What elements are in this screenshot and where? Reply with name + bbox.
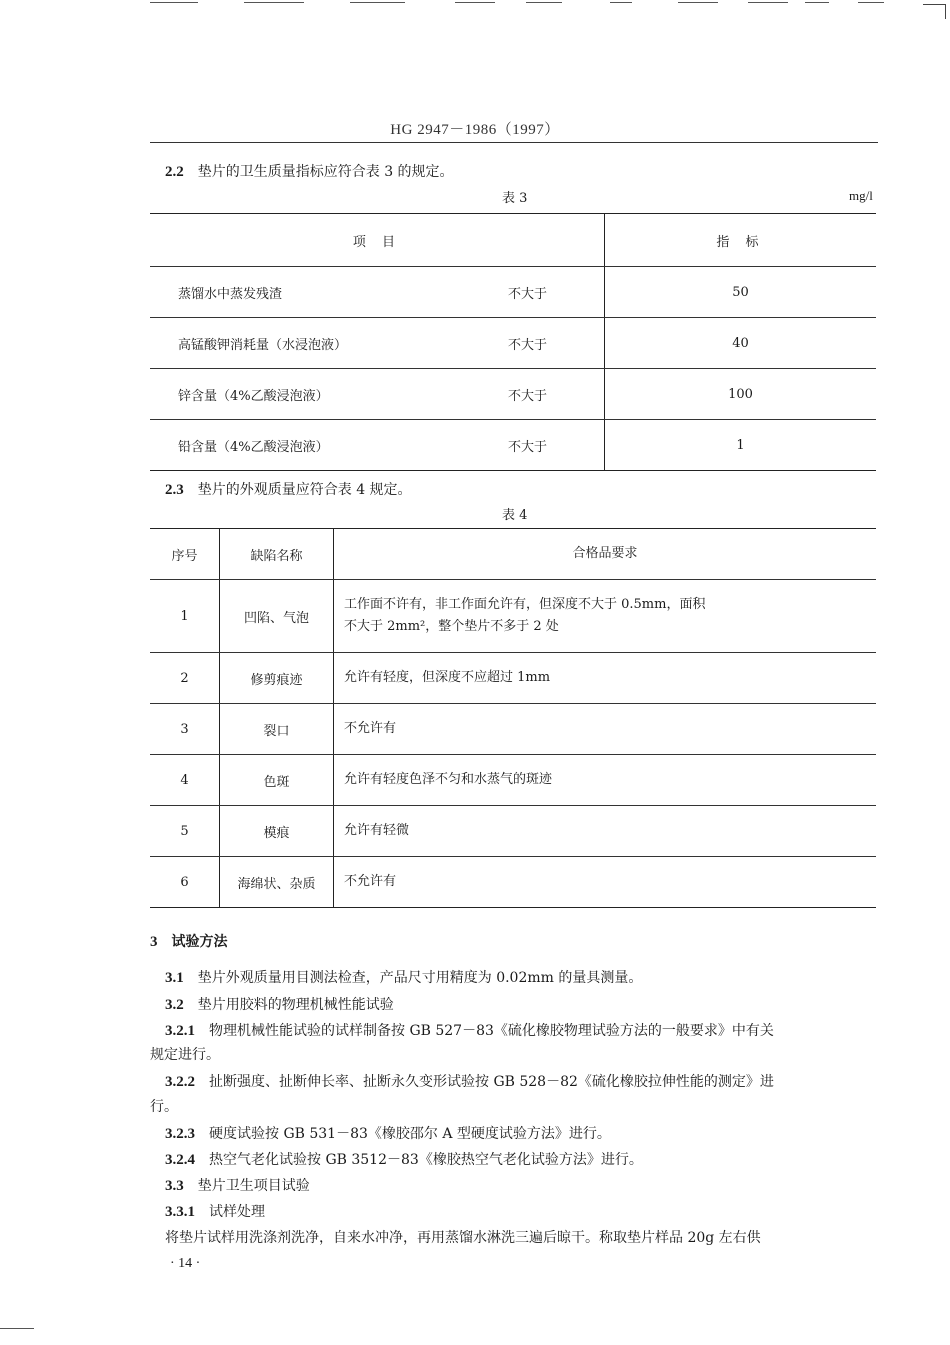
page-header-standard-code: HG 2947－1986（1997）: [390, 122, 560, 138]
clause-2-3: [165, 480, 412, 500]
clause-2-2: [165, 162, 454, 182]
row-item: 高锰酸钾消耗量（水浸泡液）: [150, 318, 508, 369]
scan-edge-marks: [0, 0, 950, 6]
table-row: [150, 653, 876, 704]
row-no: 3: [150, 704, 220, 755]
row-no: 1: [150, 580, 220, 653]
clause-text: 硬度试验按 GB 531－83《橡胶邵尔 A 型硬度试验方法》进行。: [209, 1126, 611, 1142]
row-name: 凹陷、气泡: [220, 580, 334, 653]
row-req: 不允许有: [334, 704, 877, 755]
row-value: 1: [605, 420, 877, 471]
section-number: 3: [150, 934, 158, 950]
clause-number: 3.2.4: [165, 1152, 195, 1168]
scan-bottom-mark: [0, 1328, 34, 1329]
clause-3-2-2: [165, 1072, 774, 1092]
page-number: · 14 ·: [170, 1256, 201, 1271]
section-title: 试验方法: [171, 934, 228, 950]
clause-3-2-3: [165, 1124, 611, 1144]
row-req-line-2: 不大于 2mm²，整个垫片不多于 2 处: [344, 619, 559, 634]
row-req: 允许有轻度，但深度不应超过 1mm: [334, 653, 877, 704]
clause-number: 3.3.1: [165, 1204, 195, 1220]
clause-3-2-1-continued: 规定进行。: [150, 1047, 220, 1063]
table-row: [150, 580, 876, 653]
table4-caption: 表 4: [502, 508, 528, 523]
table-4: [150, 528, 876, 908]
table-row: [150, 755, 876, 806]
header-value: 指 标: [605, 214, 877, 267]
clause-3-2-4: [165, 1150, 643, 1170]
row-req: 不允许有: [344, 874, 397, 889]
clause-3-3: [165, 1176, 310, 1196]
table-header-row: [150, 529, 876, 580]
table-header-row: [150, 214, 876, 267]
clause-text: 垫片用胶料的物理机械性能试验: [197, 997, 394, 1013]
clause-3-2-2-continued: 行。: [150, 1099, 178, 1115]
row-item: 铅含量（4%乙酸浸泡液）: [178, 439, 329, 455]
table-row: [150, 420, 876, 471]
scan-corner-mark: [923, 4, 946, 19]
clause-number: 3.2.2: [165, 1074, 195, 1090]
clause-number: 2.2: [165, 164, 184, 180]
table-row: [150, 369, 876, 420]
clause-text: 热空气老化试验按 GB 3512－83《橡胶热空气老化试验方法》进行。: [209, 1152, 643, 1168]
clause-number: 3.2.1: [165, 1023, 195, 1039]
row-condition: 不大于: [508, 267, 605, 318]
clause-3-2: [165, 995, 394, 1015]
row-name: 海绵状、杂质: [220, 857, 334, 908]
row-item: 蒸馏水中蒸发残渣: [150, 267, 508, 318]
clause-number: 3.2.3: [165, 1126, 195, 1142]
clause-number: 3.2: [165, 997, 184, 1013]
row-req: 允许有轻度色泽不匀和水蒸气的斑迹: [334, 755, 877, 806]
row-name: 裂口: [220, 704, 334, 755]
clause-text-line-1: 扯断强度、扯断伸长率、扯断永久变形试验按 GB 528－82《硫化橡胶拉伸性能的测定》进: [209, 1074, 774, 1090]
row-name: 色斑: [220, 755, 334, 806]
row-value: 40: [605, 318, 877, 369]
row-req: 允许有轻微: [334, 806, 877, 857]
row-value: 100: [605, 369, 877, 420]
row-item: 锌含量（4%乙酸浸泡液）: [150, 369, 508, 420]
clause-text: 垫片外观质量用目测法检查，产品尺寸用精度为 0.02mm 的量具测量。: [197, 970, 643, 986]
table-row: [150, 806, 876, 857]
clause-3-2-1: [165, 1021, 774, 1041]
row-no: 6: [150, 857, 220, 908]
header-req: 合格品要求: [334, 529, 877, 580]
header-rule: [150, 142, 878, 143]
row-req-line-1: 工作面不许有，非工作面允许有，但深度不大于 0.5mm，面积: [344, 597, 706, 612]
row-value: 50: [605, 267, 877, 318]
clause-text: 试样处理: [209, 1204, 265, 1220]
table-row: [150, 267, 876, 318]
section-3-heading: [150, 932, 228, 952]
clause-text: 垫片卫生项目试验: [197, 1178, 310, 1194]
row-no: 5: [150, 806, 220, 857]
body-paragraph: 将垫片试样用洗涤剂洗净，自来水冲净，再用蒸馏水淋洗三遍后晾干。称取垫片样品 20g 左右供: [165, 1230, 761, 1246]
clause-number: 2.3: [165, 482, 184, 498]
row-req: [334, 580, 877, 653]
row-condition: 不大于: [508, 369, 605, 420]
clause-number: 3.3: [165, 1178, 184, 1194]
clause-text-line-1: 物理机械性能试验的试样制备按 GB 527－83《硫化橡胶物理试验方法的一般要求》中有关: [209, 1023, 774, 1039]
row-name: 模痕: [220, 806, 334, 857]
clause-text: 垫片的卫生质量指标应符合表 3 的规定。: [197, 164, 454, 180]
clause-3-1: [165, 968, 642, 988]
row-no: 2: [150, 653, 220, 704]
clause-text: 垫片的外观质量应符合表 4 规定。: [197, 482, 412, 498]
header-item: 项 目: [150, 214, 605, 267]
table3-caption: 表 3: [502, 191, 528, 206]
clause-3-3-1: [165, 1202, 265, 1222]
header-no: 序号: [150, 529, 220, 580]
row-no: 4: [150, 755, 220, 806]
header-name: 缺陷名称: [220, 529, 334, 580]
table-3: [150, 213, 876, 471]
row-name: 修剪痕迹: [220, 653, 334, 704]
table-row: [150, 704, 876, 755]
row-condition: 不大于: [508, 439, 548, 455]
table-row: [150, 318, 876, 369]
table-row: [150, 857, 876, 908]
row-condition: 不大于: [508, 318, 605, 369]
clause-number: 3.1: [165, 970, 184, 986]
table3-unit: mg/l: [849, 188, 873, 203]
